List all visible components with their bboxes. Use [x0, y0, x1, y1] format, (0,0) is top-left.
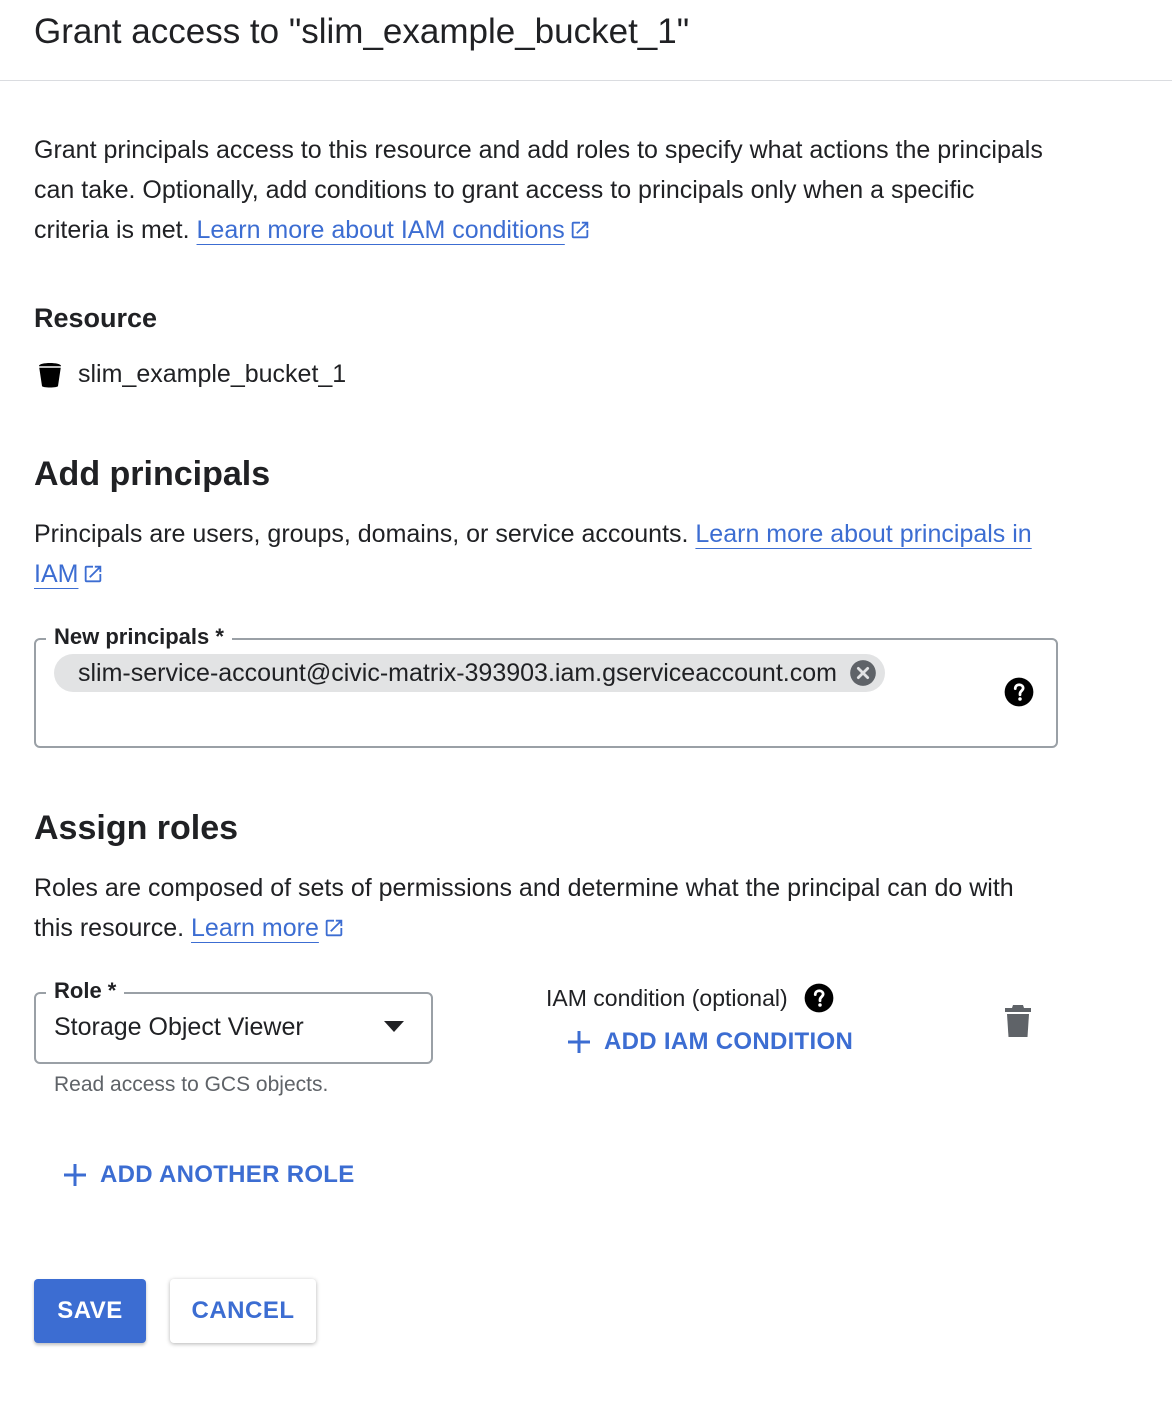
header-divider [0, 80, 1172, 81]
add-principals-heading: Add principals [34, 455, 271, 493]
new-principals-label: New principals * [46, 624, 232, 650]
principals-text: Principals are users, groups, domains, or service accounts. [34, 520, 696, 548]
learn-more-roles-link[interactable]: Learn more [191, 914, 319, 942]
add-iam-condition-label: ADD IAM CONDITION [604, 1028, 854, 1055]
principals-paragraph [34, 514, 1054, 594]
help-icon[interactable] [804, 983, 834, 1013]
external-link-icon[interactable] [82, 563, 104, 585]
dropdown-arrow-icon[interactable] [382, 1018, 406, 1034]
dialog-title: Grant access to "slim_example_bucket_1" [34, 12, 690, 51]
plus-icon [566, 1029, 592, 1055]
assign-roles-heading: Assign roles [34, 809, 239, 847]
delete-role-icon[interactable] [1004, 1004, 1032, 1038]
iam-condition-header [546, 983, 834, 1013]
bucket-icon [34, 358, 66, 390]
add-another-role-button[interactable] [62, 1157, 355, 1193]
remove-chip-icon[interactable] [849, 659, 877, 687]
external-link-icon[interactable] [569, 219, 591, 241]
resource-heading: Resource [34, 303, 158, 333]
intro-paragraph [34, 130, 1054, 250]
add-another-role-label: ADD ANOTHER ROLE [100, 1161, 355, 1188]
learn-more-iam-conditions-link[interactable]: Learn more about IAM conditions [196, 216, 565, 244]
iam-condition-label: IAM condition (optional) [546, 984, 788, 1011]
principal-chip[interactable] [54, 654, 885, 692]
intro-text: Grant principals access to this resource and add roles to specify what actions the principals can take. Optionally, add conditions to grant access to principals only when a specific criteria is met. [34, 136, 1043, 244]
resource-row [34, 356, 346, 392]
role-description: Read access to GCS objects. [54, 1073, 329, 1096]
help-icon[interactable] [1004, 677, 1034, 707]
save-button[interactable]: SAVE [34, 1279, 146, 1343]
add-iam-condition-button[interactable] [566, 1024, 853, 1060]
role-select-value: Storage Object Viewer [54, 1013, 304, 1041]
role-label: Role * [46, 978, 124, 1004]
external-link-icon[interactable] [323, 917, 345, 939]
cancel-button[interactable]: CANCEL [170, 1279, 316, 1343]
roles-text: Roles are composed of sets of permissions and determine what the principal can do with this resource. [34, 874, 1014, 942]
roles-paragraph [34, 868, 1054, 948]
learn-more-principals-link[interactable]: Learn more about principals in IAM [34, 520, 1032, 588]
resource-name: slim_example_bucket_1 [78, 359, 347, 388]
plus-icon [62, 1162, 88, 1188]
principal-chip-value: slim-service-account@civic-matrix-393903.iam.gserviceaccount.com [78, 658, 837, 687]
